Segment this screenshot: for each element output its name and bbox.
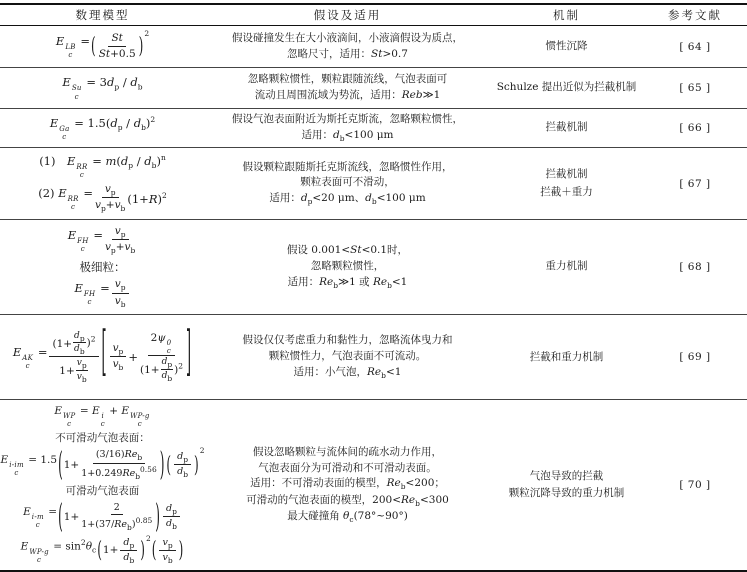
assumptions-cell	[205, 109, 490, 147]
plus-sign: +	[128, 350, 138, 365]
label-text: 可滑动气泡表面	[65, 485, 140, 498]
nested-fraction: $\frac{v_p}{v_b}$	[76, 358, 87, 384]
formula-lhs: E FH c =	[67, 227, 103, 253]
table-row	[0, 148, 747, 220]
right-paren: )	[178, 536, 184, 564]
formula-ec-rr-1	[39, 153, 166, 179]
column-header-mechanism: 机制	[553, 8, 580, 22]
assumptions-cell	[205, 28, 490, 66]
formula-text: E Su c = $3d_p / d_b$	[62, 75, 143, 101]
right-paren: )	[194, 451, 199, 478]
nested-fraction: $\frac{d_p}{d_b}$	[161, 356, 173, 383]
formula-lhs: E LB c =	[55, 33, 91, 59]
mechanism-cell	[490, 76, 643, 99]
reference-cell: [ 64 ]	[679, 40, 711, 53]
mechanism-line: 拦截＋重力	[540, 185, 593, 198]
assumption-line: 假设颗粒跟随斯托克斯流线，忽略惯性作用，	[242, 160, 453, 173]
fraction: $\frac{2}{1+(37/Re_b)^{0.85}}$	[81, 502, 153, 533]
column-header-assumptions: 假设及适用	[313, 8, 382, 22]
left-paren: (	[97, 536, 102, 564]
fraction	[112, 278, 129, 309]
assumption-line: 适用：$d_p<20$ μm、$d_b<100$ μm	[269, 192, 426, 207]
right-paren: )	[159, 445, 165, 483]
assumption-line: 适用：小气泡，$Re_b<1$	[293, 365, 402, 380]
table-row	[0, 400, 747, 570]
table-row	[0, 220, 747, 315]
formula-ec-i-m: E i-m c = ( 1+ $\frac{2}{1+(37/Re_b)^{0.85}}$ ) $\frac{d_p}{d_b}$	[23, 502, 182, 532]
model-cell	[0, 70, 205, 105]
reference-cell: [ 69 ]	[679, 351, 711, 364]
assumption-line: 可滑动的气泡表面的模型，$200<Re_b<300$	[246, 493, 449, 508]
mechanism-line: 气泡导致的拦截	[529, 469, 604, 482]
assumption-line: 颗粒惯性力，气泡表面不可流动。	[268, 350, 427, 363]
exponent: 2	[144, 29, 150, 39]
column-header-model: 数理模型	[75, 8, 130, 22]
left-paren: (	[91, 32, 96, 59]
mechanism-cell	[490, 255, 643, 278]
formula-text: (1) E RR c = $m(d_p / d_b)^n$	[39, 153, 166, 179]
formula-ec-lb	[55, 29, 150, 60]
formula-ec-ga	[50, 115, 155, 141]
formula-ec-ak	[12, 323, 192, 386]
left-bracket: [	[101, 323, 107, 386]
label-text: 不可滑动气泡表面：	[55, 432, 150, 445]
reference-cell: [ 67 ]	[679, 177, 711, 190]
fraction: $\frac{v_p}{v_b}$	[110, 342, 127, 373]
assumption-line: 忽略尺寸，适用：St>0.7	[287, 47, 408, 60]
reference-cell: [ 66 ]	[679, 122, 711, 135]
assumptions-cell	[205, 442, 490, 529]
frac-den: $v_p+v_b$	[104, 241, 136, 256]
fraction	[140, 332, 183, 383]
assumption-line: 忽略颗粒惯性，颗粒跟随流线，气泡表面可	[247, 73, 448, 86]
assumption-line: 适用：$d_b<100$ μm	[301, 128, 394, 143]
left-paren: (	[166, 451, 172, 478]
formula-label-fines	[80, 260, 126, 274]
mechanism-cell	[490, 163, 643, 204]
formula-ec-wp-sum	[54, 405, 150, 428]
exponent: 2	[145, 533, 151, 543]
model-cell	[0, 323, 205, 389]
formula-lhs: E i-im c = 1.5	[0, 453, 58, 477]
mechanism-line: 拦截机制	[545, 121, 588, 134]
table-row	[0, 68, 747, 109]
table-header-row	[0, 5, 747, 26]
assumptions-cell	[205, 69, 490, 107]
fraction: $\frac{(3/16)Re_b}{1+0.249Re_b^{0.56}}$	[81, 449, 157, 481]
right-bracket: ]	[186, 323, 192, 386]
fraction	[95, 183, 125, 214]
mechanism-cell	[490, 116, 643, 139]
formula-ec-fh-1	[68, 225, 138, 256]
model-cell	[0, 27, 205, 65]
formula-lhs: E i-m c =	[23, 505, 58, 529]
formula-lhs: E WP-g c = $\sin^2\theta_c$	[20, 538, 97, 564]
fraction	[99, 32, 136, 60]
fraction: $\frac{d_p}{d_b}$	[120, 537, 137, 566]
frac-den: (1+ $\frac{d_p}{d_b}$ )$^2$	[139, 356, 184, 383]
formula-text: E Ga c = $1.5(d_p / d_b)^2$	[49, 115, 156, 141]
assumption-line: 假设仅仅考虑重力和黏性力，忽略流体曳力和	[242, 334, 453, 347]
mechanism-line: Schulze 提出近似为拦截机制	[496, 81, 637, 94]
mechanism-line: 重力机制	[545, 260, 588, 273]
mechanism-line: 拦截和重力机制	[529, 350, 604, 363]
frac-num: $v_p$	[102, 183, 119, 198]
assumptions-cell	[205, 157, 490, 211]
right-paren: )	[155, 497, 160, 535]
frac-num: $v_p$	[112, 278, 129, 293]
formula-rhs: $(1+R)^2$	[127, 190, 167, 206]
frac-den: $v_b$	[114, 294, 126, 309]
formula-lhs: E FH c =	[74, 281, 110, 307]
models-table	[0, 3, 747, 572]
column-header-reference: 参考文献	[668, 8, 722, 22]
assumption-line: 假设忽略颗粒与流体间的疏水动力作用，	[253, 445, 442, 458]
mechanism-cell	[490, 465, 643, 506]
nested-fraction: $\frac{d_p}{d_b}$	[74, 330, 85, 357]
table-row	[0, 26, 747, 68]
assumption-line: 忽略颗粒惯性，	[310, 259, 385, 272]
frac-den: 1+ $\frac{v_p}{v_b}$	[59, 358, 87, 384]
assumptions-cell	[205, 240, 490, 294]
formula-ec-i-im: E i-im c = 1.5 ( 1+ $\frac{(3/16)Re_b}{1+0.249Re_b^{0.56}}$ ) ( $\frac{d_p}{d_b}$ ) $^2$	[1, 449, 205, 481]
main-fraction	[49, 331, 98, 384]
model-cell	[0, 110, 205, 146]
reference-cell: [ 70 ]	[679, 479, 711, 492]
mechanism-cell	[490, 346, 643, 369]
label-mobile-surface	[66, 485, 140, 498]
formula-text: E WP c = E i c + E WP-g c	[54, 405, 150, 429]
assumption-line: 颗粒表面可不滑动，	[300, 176, 395, 189]
formula-lhs: E AK c =	[12, 344, 48, 370]
frac-num: (1+ $\frac{d_p}{d_b}$ )$^2$	[49, 331, 98, 358]
fraction: $\frac{d_p}{d_b}$	[174, 451, 191, 480]
frac-num: St	[108, 32, 125, 46]
assumption-line: 假设 0.001<St<0.1时，	[286, 244, 409, 257]
mechanism-line: 惯性沉降	[545, 39, 588, 52]
left-paren: (	[58, 497, 63, 535]
table-row	[0, 315, 747, 400]
frac-num: 2ψ 0 c	[148, 332, 176, 356]
formula-ec-su	[62, 75, 142, 100]
frac-num: $v_p$	[112, 225, 129, 240]
formula-lhs: (2) E RR c =	[38, 185, 94, 211]
mechanism-cell	[490, 35, 643, 58]
fraction	[105, 225, 135, 256]
assumption-line: 假设气泡表面附近为斯托克斯流，忽略颗粒惯性，	[232, 113, 463, 125]
formula-ec-wp-g: E WP-g c = $\sin^2\theta_c$ ( 1+ $\frac{d_p}{d_b}$ ) $^2$ ( $\frac{v_p}{v_b}$ )	[20, 533, 184, 565]
model-cell	[0, 148, 205, 219]
assumption-line: 气泡表面分为可滑动和不可滑动表面。	[258, 461, 437, 474]
right-paren: )	[140, 536, 145, 564]
frac-den: $v_p+v_b$	[95, 199, 126, 214]
model-cell	[0, 220, 205, 314]
exponent: 2	[199, 446, 205, 456]
table-row	[0, 109, 747, 148]
formula-ec-rr-2	[38, 183, 167, 214]
assumption-line: 适用：$Re_b≫1$ 或 $Re_b<1$	[287, 275, 408, 290]
label-immobile-surface	[55, 432, 150, 445]
assumptions-cell	[205, 330, 490, 384]
reference-cell: [ 65 ]	[679, 82, 711, 94]
formula-ec-fh-2	[74, 278, 130, 309]
label-text: 极细粒：	[79, 259, 126, 274]
reference-cell: [ 68 ]	[679, 261, 711, 274]
assumption-line: 最大碰撞角 $\theta_c(78^\circ\sim 90^\circ)$	[287, 510, 408, 525]
mechanism-line: 拦截机制	[545, 168, 588, 181]
assumption-line: 假设碰撞发生在大小液滴间，小液滴假设为质点，	[232, 31, 463, 44]
left-paren: (	[58, 445, 63, 483]
fraction: $\frac{d_p}{d_b}$	[163, 503, 180, 532]
frac-den: St+0.5	[98, 47, 136, 60]
left-paren: (	[151, 536, 157, 564]
mechanism-line: 颗粒沉降导致的重力机制	[508, 487, 625, 500]
model-cell	[0, 400, 205, 570]
right-paren: )	[138, 32, 144, 59]
assumption-line: 适用：不可滑动表面的模型，$Re_b<200$；	[250, 477, 445, 492]
assumption-line: 流动且周围流域为势流，适用：Reb≫1	[254, 89, 441, 101]
fraction: $\frac{v_p}{v_b}$	[159, 537, 175, 566]
